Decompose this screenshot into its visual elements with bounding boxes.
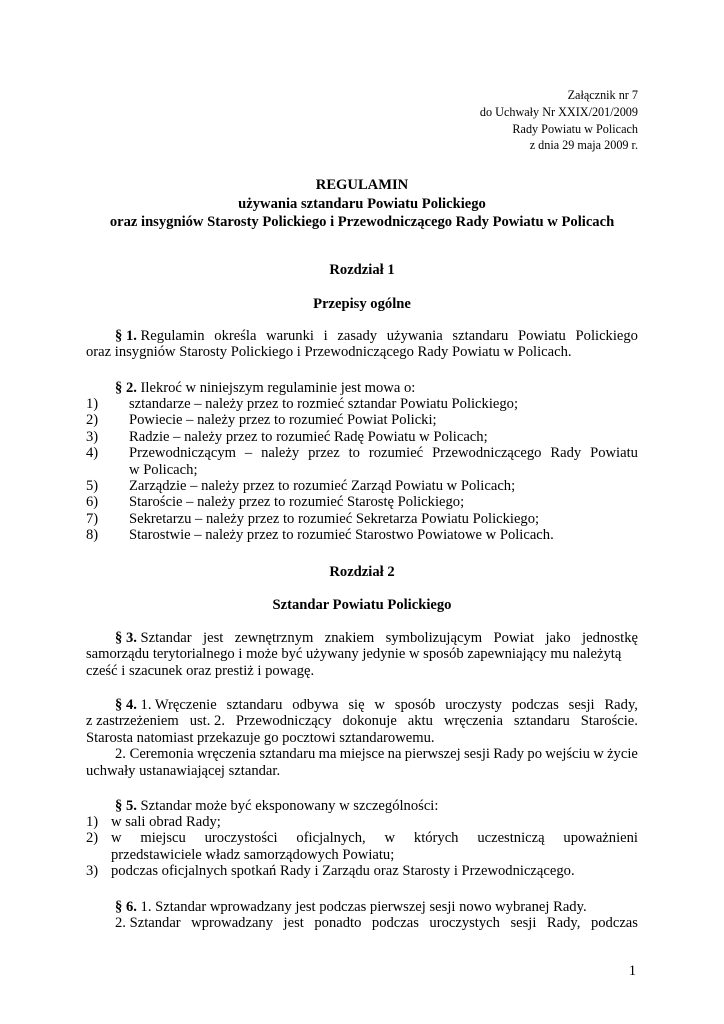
word: po (527, 746, 542, 763)
word: miejscu (140, 830, 186, 847)
justified-line (86, 713, 638, 729)
word: sesji (464, 746, 490, 763)
justified-line (129, 445, 638, 461)
attachment-note (480, 87, 638, 154)
word: Powiat (493, 630, 535, 646)
word: określa (214, 328, 257, 344)
word: życie (607, 746, 638, 763)
paragraph-3 (86, 630, 638, 679)
word: oficjalnych, (296, 830, 366, 847)
word: w (111, 830, 122, 847)
text-line: 1. Sztandar wprowadzany jest podczas pierwszej sesji nowo wybranej Rady. (140, 899, 587, 915)
list-item: 6) Staroście – należy przez to rozumieć Starostę Polickiego; (86, 494, 465, 511)
justified-line (86, 328, 638, 344)
word: sesji (510, 915, 537, 932)
justified-line (86, 746, 638, 762)
word: Rady (493, 746, 525, 763)
exhibition-list (86, 814, 638, 880)
title-line: oraz insygniów Starosty Polickiego i Przewodniczącego Rady Powiatu w Policach (109, 214, 615, 230)
word: wejściu (545, 746, 590, 763)
list-item: 4) Przewodniczącym – należy przez to rozumieć Przewodniczącego Rady Powiatu w Policach; (86, 445, 638, 478)
justified-line (111, 830, 638, 846)
word: się (348, 697, 365, 713)
definitions-list (86, 396, 638, 544)
word: Staroście. (580, 713, 638, 730)
list-item: 1) w sali obrad Rady; (86, 814, 221, 830)
title-line: REGULAMIN (315, 177, 409, 193)
word: wprowadzany (191, 915, 274, 932)
word: pierwszej (404, 746, 461, 763)
word: sposób (394, 697, 436, 713)
word: warunki (266, 328, 314, 344)
paragraph-sign: § 1. (115, 328, 137, 344)
paragraph-2-intro (86, 380, 638, 396)
word: Przewodniczącego (432, 445, 542, 462)
word: aktu (407, 713, 433, 730)
word: zewnętrznym (234, 630, 314, 646)
attachment-line: z dnia 29 maja 2009 r. (529, 138, 638, 153)
text-line: Sztandar może być eksponowany w szczególności: (140, 798, 439, 814)
word: symbolizującym (385, 630, 483, 646)
list-item: 3) Radzie – należy przez to rozumieć Radę Powiatu w Policach; (86, 428, 488, 445)
word: 2. Ceremonia (115, 746, 194, 763)
word: jest (203, 630, 224, 646)
attachment-line: Załącznik nr 7 (567, 88, 638, 102)
word: uroczysty (445, 697, 502, 713)
word: jednostkę (582, 630, 638, 646)
word: podczas (511, 697, 559, 713)
paragraph-5-intro (86, 798, 638, 814)
word: Powiatu (518, 328, 566, 344)
text-line: uchwały ustanawiającej sztandar. (86, 762, 281, 779)
word: podczas (371, 915, 419, 932)
word: odbywa (292, 697, 339, 713)
word: Polickiego (575, 328, 638, 344)
justified-line (86, 630, 638, 646)
word: Przewodniczący (235, 713, 332, 730)
chapter-2-subheading: Sztandar Powiatu Polickiego (272, 597, 452, 613)
word: upoważnieni (563, 830, 638, 847)
word: § 3. Sztandar (115, 630, 192, 646)
word: należy (261, 445, 300, 462)
word: sztandaru (259, 746, 316, 763)
word: to (348, 445, 360, 462)
chapter-1-heading: Rozdział 1 (329, 262, 395, 278)
attachment-line: Rady Powiatu w Policach (512, 121, 638, 136)
chapter-2-heading: Rozdział 2 (329, 564, 395, 580)
paragraph-6 (86, 899, 638, 932)
word: używania (386, 328, 443, 344)
page-number: 1 (628, 963, 636, 979)
word: przez (308, 445, 340, 462)
text-line: Starosta natomiast przekazuje go pocztowi sztandarowemu. (86, 729, 435, 746)
word: – (244, 445, 253, 462)
word: ma (318, 746, 337, 763)
word: dokonuje (342, 713, 397, 730)
justified-line (86, 915, 638, 931)
word: 2. Sztandar (115, 915, 181, 932)
text-line: oraz insygniów Starosty Polickiego i Przewodniczącego Rady Powiatu w Policach. (86, 344, 572, 361)
paragraph-1 (86, 328, 638, 361)
word: sesji (568, 697, 595, 713)
word: Rady, (546, 915, 581, 932)
word (115, 328, 205, 344)
justified-line (86, 697, 638, 713)
word: z zastrzeżeniem (86, 713, 179, 730)
word: § 4. 1. Wręczenie (115, 697, 217, 713)
paragraph-sign: § 5. (115, 798, 137, 814)
word: których (413, 830, 459, 847)
document-title (86, 176, 638, 232)
chapter-1-subheading: Przepisy ogólne (313, 296, 411, 312)
list-item: 3) podczas oficjalnych spotkań Rady i Zarządu oraz Starosty i Przewodniczącego. (86, 863, 575, 880)
paragraph-sign: § 6. (115, 899, 137, 915)
paragraph-4 (86, 697, 638, 779)
word: podczas (590, 915, 638, 932)
word: znakiem (324, 630, 375, 646)
word: sztandaru (513, 713, 570, 730)
title-line: używania sztandaru Powiatu Polickiego (238, 195, 486, 212)
list-item: 2) Powiecie – należy przez to rozumieć Powiat Policki; (86, 412, 437, 429)
word: Powiatu (590, 445, 638, 462)
paragraph-sign: § 2. (115, 380, 137, 396)
word: zasady (337, 328, 378, 344)
word: uczestniczą (477, 830, 545, 847)
paragraph-sign: § 3. (115, 630, 137, 646)
word: ust. 2. (189, 713, 225, 730)
paragraph-sign: § 4. (115, 697, 137, 713)
text-line: samorządu terytorialnego i może być używany jedynie w sposób zapewniający mu należytą (86, 646, 622, 663)
list-item: 2) w miejscu uroczystości oficjalnych, w których uczestniczą upoważnieni przedstawiciele władz samorządowych Powiatu; (86, 830, 638, 863)
word: rozumieć (368, 445, 424, 462)
word: i (323, 328, 328, 344)
list-item: 5) Zarządzie – należy przez to rozumieć Zarząd Powiatu w Policach; (86, 478, 516, 495)
word: wręczenia (443, 713, 503, 730)
text-line: Ilekroć w niniejszym regulaminie jest mowa o: (140, 380, 416, 396)
word: uroczystych (429, 915, 500, 932)
word: jako (545, 630, 571, 646)
list-item: 1) sztandarze – należy przez to rozmieć sztandar Powiatu Polickiego; (86, 396, 519, 412)
word: w (374, 697, 385, 713)
word: Regulamin (140, 328, 205, 344)
attachment-line: do Uchwały Nr XXIX/201/2009 (479, 104, 638, 119)
word: uroczystości (204, 830, 278, 847)
word: jest (283, 915, 304, 932)
text-line: cześć i szacunek oraz prestiż i powagę. (86, 662, 315, 679)
word: sztandaru (226, 697, 283, 713)
word: Rady, (604, 697, 638, 713)
word: Przewodniczącym (129, 445, 236, 462)
list-item: 7) Sekretarzu – należy przez to rozumieć Sekretarza Powiatu Polickiego; (86, 510, 540, 527)
word: na (387, 746, 402, 763)
word: sztandaru (452, 328, 509, 344)
list-item: 8) Starostwie – należy przez to rozumieć Starostwo Powiatowe w Policach. (86, 527, 554, 544)
word: ponadto (314, 915, 362, 932)
word: w (593, 746, 604, 763)
word: Rady (550, 445, 582, 462)
word: wręczenia (196, 746, 257, 763)
word: miejsce (339, 746, 385, 763)
word: w (384, 830, 396, 847)
